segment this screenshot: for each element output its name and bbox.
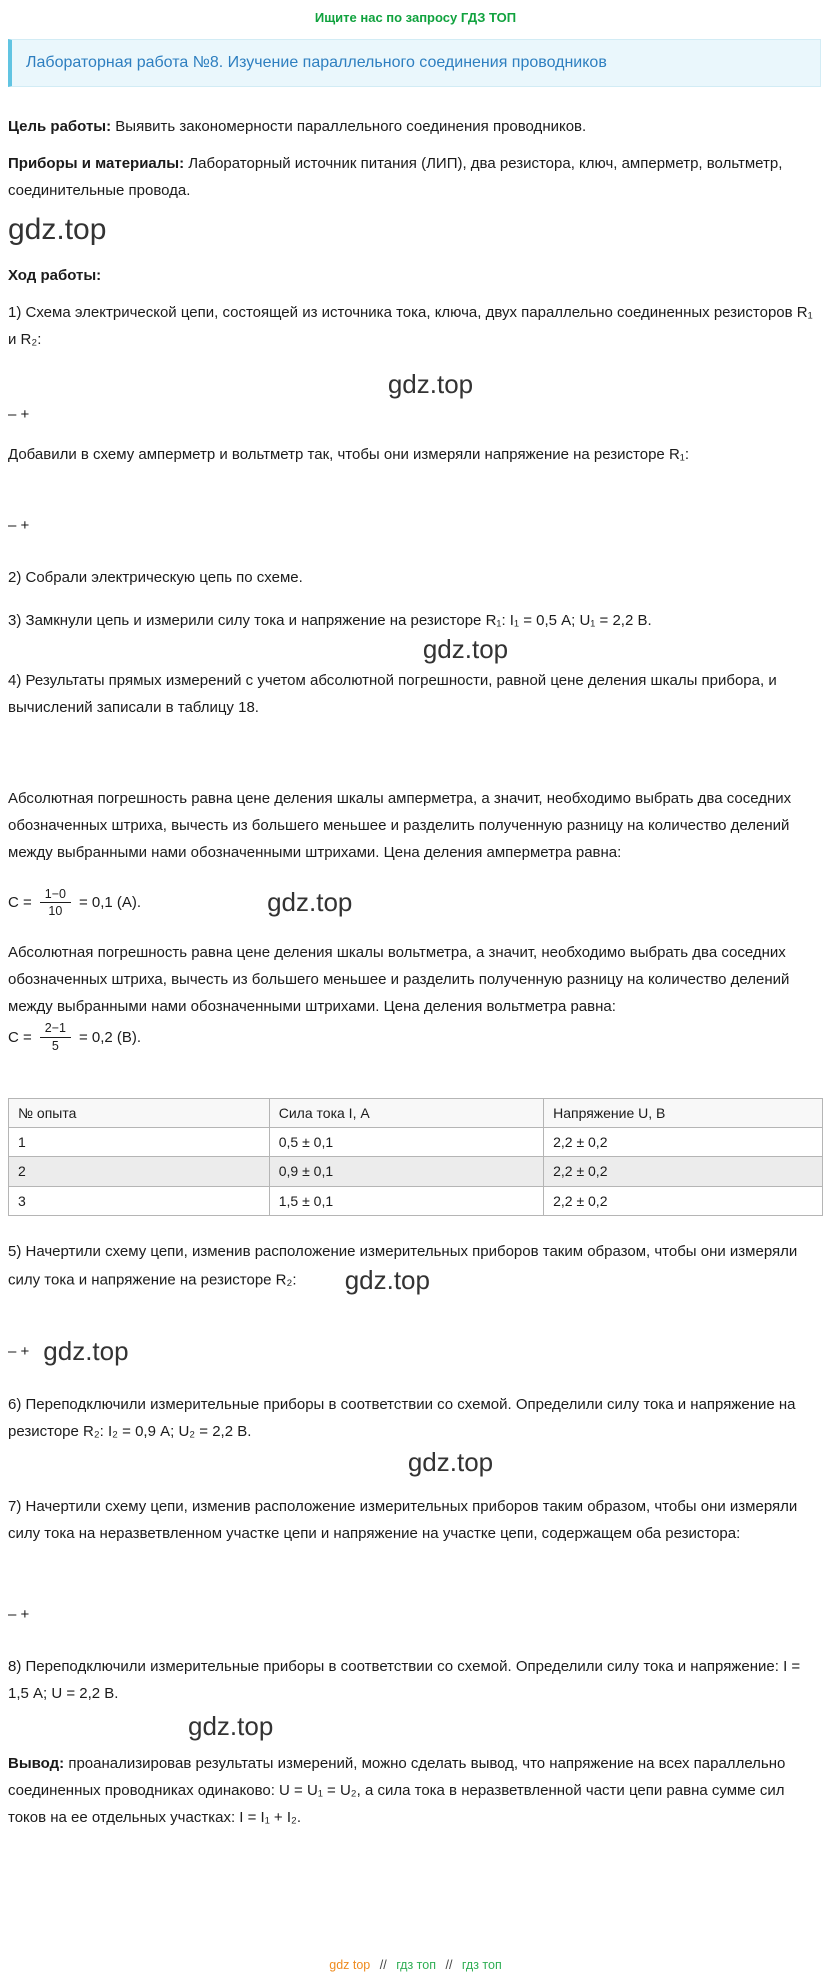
fraction-denominator: 5 <box>51 1038 59 1053</box>
conclusion-label: Вывод: <box>8 1754 65 1772</box>
conclusion-paragraph <box>8 1750 823 1831</box>
conclusion-text: проанализировав результаты измерений, можно сделать вывод, что напряжение на всех параллельно соединенных проводниках одинаково: U = U₁ = U₂, а сила тока в неразветвленной части цепи равна сумме сил токов на ее отдельных участках: I = I₁ + I₂. <box>8 1754 786 1826</box>
watermark: gdz.top <box>43 1336 129 1367</box>
watermark: gdz.top <box>407 1447 494 1478</box>
table-cell: 2,2 ± 0,2 <box>544 1128 823 1157</box>
goal-text: Выявить закономерности параллельного соединения проводников. <box>115 118 587 136</box>
footer-links <box>8 1950 823 1976</box>
table-cell: 2 <box>9 1157 270 1186</box>
watermark: gdz.top <box>8 213 107 247</box>
table-cell: 1 <box>9 1128 270 1157</box>
voltmeter-uncertainty-paragraph: Абсолютная погрешность равна цене деления шкалы вольтметра, а значит, необходимо выбрать два соседних обозначенных штриха, вычесть из большего меньшее и разделить полученную разницу на количество делений между выбранными нами обозначенными штрихами. Цена деления вольтметра равна: <box>8 944 790 1016</box>
formula-lhs: С = <box>8 1028 32 1046</box>
circuit-polarity-marks: – + <box>8 516 30 534</box>
voltmeter-division-formula <box>8 1020 823 1054</box>
step8-paragraph: 8) Переподключили измерительные приборы в соответствии со схемой. Определили силу тока и напряжение: I = 1,5 А; U = 2,2 В. <box>8 1657 801 1702</box>
table-row <box>9 1128 823 1157</box>
fraction <box>40 1020 71 1054</box>
footer-link-gdz-top-ru-2[interactable]: гдз топ <box>461 1958 502 1972</box>
formula-lhs: С = <box>8 894 32 912</box>
step5-text: 5) Начертили схему цепи, изменив расположение измерительных приборов таким образом, чтобы они измеряли силу тока и напряжение на резисторе R₂: <box>8 1242 798 1289</box>
fraction-denominator: 10 <box>48 904 63 919</box>
step5-paragraph <box>8 1238 823 1296</box>
table-header-row <box>9 1098 823 1127</box>
step1-paragraph: 1) Схема электрической цепи, состоящей из источника тока, ключа, двух параллельно соединенных резисторов R₁ и R₂: <box>8 304 813 349</box>
footer-link-gdz-top[interactable]: gdz top <box>329 1958 371 1972</box>
fraction-numerator: 2−1 <box>40 1020 71 1037</box>
step7-paragraph: 7) Начертили схему цепи, изменив расположение измерительных приборов таким образом, чтобы они измеряли силу тока на неразветвленном участке цепи и напряжение на участке цепи, содержащем оба резистора: <box>8 1497 798 1542</box>
watermark: gdz.top <box>267 886 353 917</box>
watermark: gdz.top <box>422 633 509 664</box>
circuit-polarity-marks: – + <box>8 405 30 423</box>
promo-banner: Ищите нас по запросу ГДЗ ТОП <box>314 10 517 25</box>
table-row <box>9 1157 823 1186</box>
goal-label: Цель работы: <box>8 118 112 136</box>
watermark: gdz.top <box>387 369 474 400</box>
goal-paragraph <box>8 113 823 140</box>
table-cell: 0,9 ± 0,1 <box>269 1157 543 1186</box>
table-cell: 2,2 ± 0,2 <box>544 1186 823 1215</box>
lab-title: Лабораторная работа №8. Изучение параллельного соединения проводников <box>26 54 607 71</box>
procedure-heading: Ход работы: <box>8 267 102 285</box>
circuit-polarity-marks: – + <box>8 1342 30 1360</box>
equipment-paragraph <box>8 150 823 204</box>
formula-rhs: = 0,1 (А). <box>78 894 142 912</box>
circuit-polarity-marks: – + <box>8 1605 30 1623</box>
ammeter-uncertainty-paragraph: Абсолютная погрешность равна цене деления шкалы амперметра, а значит, необходимо выбрать два соседних обозначенных штриха, вычесть из большего меньшее и разделить полученную разницу на количество делений между выбранными нами обозначенными штрихами. Цена деления амперметра равна: <box>8 789 792 861</box>
step4-paragraph: 4) Результаты прямых измерений с учетом абсолютной погрешности, равной цене деления шкалы прибора, и вычислений записали в таблицу 18. <box>8 671 777 716</box>
table-row <box>9 1186 823 1215</box>
circuit-polarity-row <box>8 1336 823 1367</box>
fraction <box>40 886 71 920</box>
lab-title-box <box>8 39 821 87</box>
table-cell: 0,5 ± 0,1 <box>269 1128 543 1157</box>
footer-separator: // <box>379 1958 387 1972</box>
watermark: gdz.top <box>188 1710 274 1741</box>
ammeter-division-formula <box>8 886 823 920</box>
table-header-voltage: Напряжение U, В <box>544 1098 823 1127</box>
step1-addendum-paragraph: Добавили в схему амперметр и вольтметр так, чтобы они измеряли напряжение на резисторе R₁: <box>8 445 689 463</box>
formula-rhs: = 0,2 (В). <box>78 1028 142 1046</box>
fraction-numerator: 1−0 <box>40 886 71 903</box>
measurements-table <box>8 1098 823 1216</box>
footer-link-gdz-top-ru-1[interactable]: гдз топ <box>396 1958 436 1972</box>
watermark: gdz.top <box>344 1264 430 1295</box>
footer-separator: // <box>445 1958 453 1972</box>
step2-paragraph: 2) Собрали электрическую цепь по схеме. <box>8 568 303 586</box>
table-cell: 2,2 ± 0,2 <box>544 1157 823 1186</box>
table-cell: 3 <box>9 1186 270 1215</box>
equipment-label: Приборы и материалы: <box>8 155 185 173</box>
equipment-text: Лабораторный источник питания (ЛИП), два резистора, ключ, амперметр, вольтметр, соединительные провода. <box>8 155 783 200</box>
table-header-current: Сила тока I, А <box>269 1098 543 1127</box>
step6-paragraph: 6) Переподключили измерительные приборы в соответствии со схемой. Определили силу тока и напряжение на резисторе R₂: I₂ = 0,9 А; U₂ = 2,2 В. <box>8 1396 796 1441</box>
table-cell: 1,5 ± 0,1 <box>269 1186 543 1215</box>
table-header-experiment: № опыта <box>9 1098 270 1127</box>
step3-paragraph: 3) Замкнули цепь и измерили силу тока и напряжение на резисторе R₁: I₁ = 0,5 А; U₁ = 2,2 В. <box>8 611 652 629</box>
